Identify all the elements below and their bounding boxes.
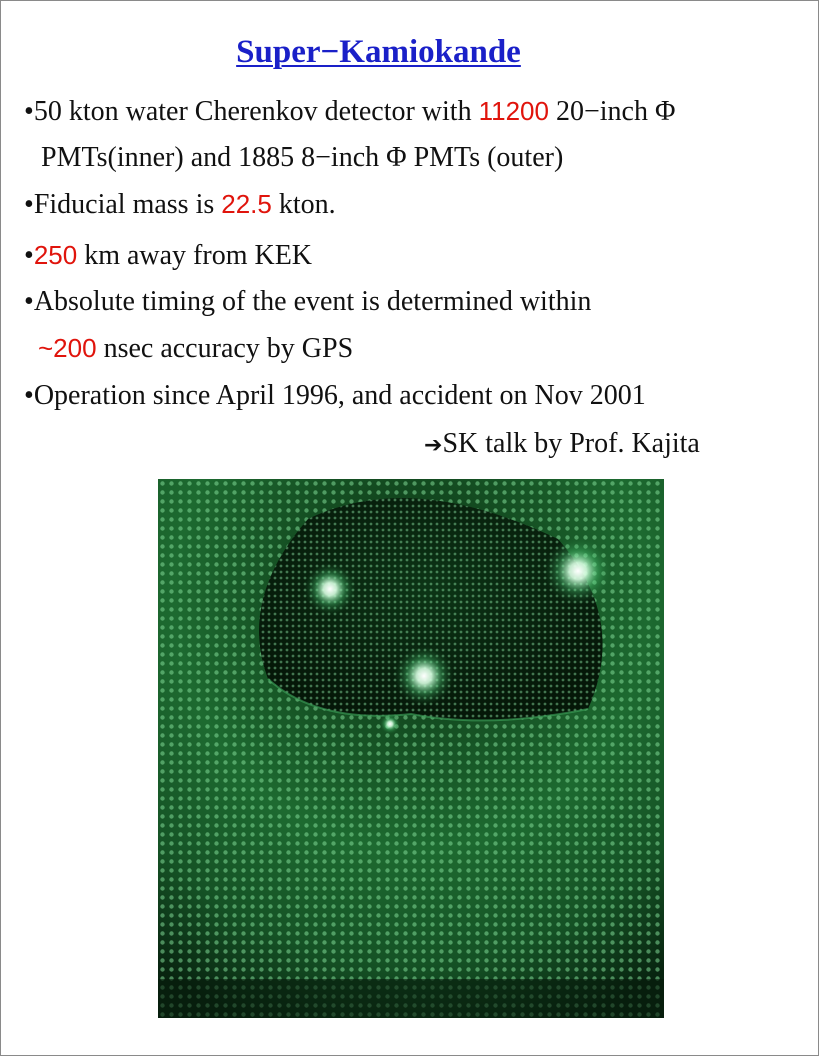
reference-line [424, 430, 700, 458]
bullet-1-text: 50 kton water Cherenkov detector with [33, 96, 479, 127]
bullet-5 [24, 382, 646, 410]
reference-text: SK talk by Prof. Kajita [442, 428, 700, 459]
bullet-2-highlight: 22.5 [221, 189, 272, 219]
arrow-right-icon: ➔ [424, 433, 443, 458]
bullet-dot: • [24, 286, 34, 317]
bullet-4-highlight: ~200 [38, 333, 97, 363]
bullet-4 [24, 288, 591, 316]
bullet-3-text-after: km away from KEK [77, 240, 313, 271]
bullet-4-text: Absolute timing of the event is determined within [33, 286, 592, 317]
bullet-1-highlight: 11200 [478, 96, 549, 126]
slide-title: Super−Kamiokande [236, 34, 521, 70]
bullet-1-continuation: PMTs(inner) and 1885 8−inch Φ PMTs (outer) [41, 142, 564, 173]
bullet-dot: • [24, 380, 34, 411]
bullet-1-text-after: 20−inch Φ [548, 96, 676, 127]
bullet-4-continuation [38, 335, 353, 363]
bullet-2 [24, 191, 336, 219]
bullet-4-text-after: nsec accuracy by GPS [96, 333, 354, 364]
bullet-dot: • [24, 96, 34, 127]
detector-photo-graphic [158, 479, 664, 1018]
bullet-2-text: Fiducial mass is [33, 189, 222, 220]
bullet-2-text-after: kton. [271, 189, 336, 220]
bullet-3-highlight: 250 [33, 240, 78, 270]
bullet-1 [24, 98, 675, 126]
bullet-5-text: Operation since April 1996, and accident on Nov 2001 [33, 380, 646, 411]
detector-photo [158, 479, 664, 1018]
bullet-dot: • [24, 240, 34, 271]
bullet-3 [24, 242, 312, 270]
bullet-dot: • [24, 189, 34, 220]
